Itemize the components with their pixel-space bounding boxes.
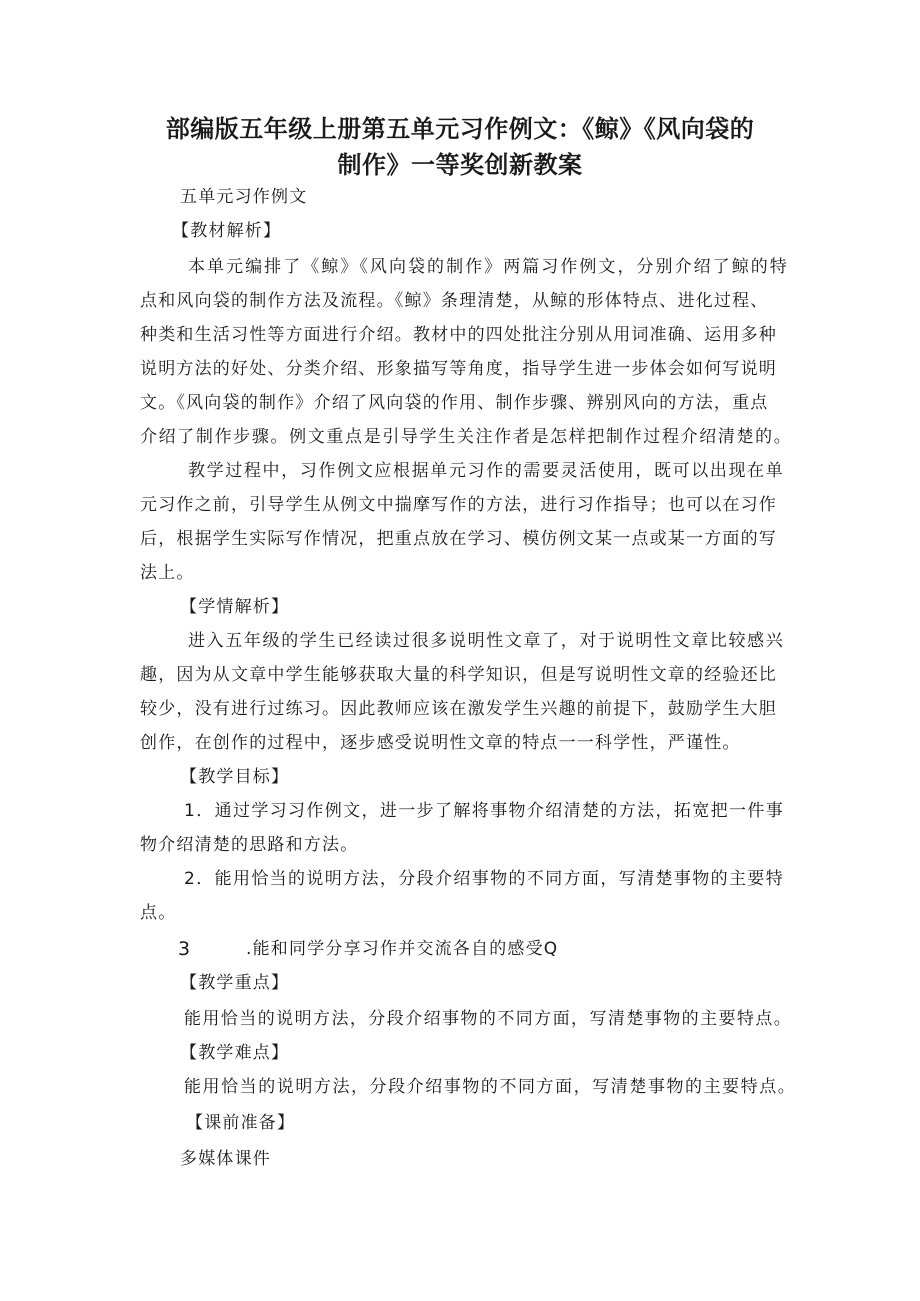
student-heading: 【学情解析】 [180, 597, 290, 617]
materials-p1-line-6: 介绍了制作步骤。例文重点是引导学生关注作者是怎样把制作过程介绍清楚的。 [140, 427, 792, 447]
difficulty-text: 能用恰当的说明方法，分段介绍事物的不同方面，写清楚事物的主要特点。 [184, 1077, 796, 1097]
goal-3-number: 3 [178, 938, 192, 960]
materials-p2-line-3: 后，根据学生实际写作情况，把重点放在学习、模仿例文某一点或某一方面的写 [140, 529, 777, 549]
materials-p2-line-2: 元习作之前，引导学生从例文中揣摩写作的方法，进行习作指导；也可以在习作 [140, 495, 777, 515]
goal-2-line-2: 点。 [140, 903, 177, 923]
goal-3-text: .能和同学分享习作并交流各自的感受Q [246, 939, 559, 959]
student-line-3: 较少，没有进行过练习。因此教师应该在激发学生兴趣的前提下，鼓励学生大胆 [140, 699, 777, 719]
materials-p2-line-1: 教学过程中，习作例文应根据单元习作的需要灵活使用，既可以出现在单 [188, 461, 784, 481]
goals-heading: 【教学目标】 [180, 767, 290, 787]
subtitle: 五单元习作例文 [180, 187, 308, 207]
materials-p1-line-1: 本单元编排了《鲸》《风向袋的制作》两篇习作例文，分别介绍了鲸的特 [188, 257, 788, 277]
materials-p1-line-5: 文。《风向袋的制作》介绍了风向袋的作用、制作步骤、辨别风向的方法，重点 [140, 393, 769, 413]
materials-p1-line-3: 种类和生活习性等方面进行介绍。教材中的四处批注分别从用词准确、运用多种 [140, 325, 777, 345]
focus-text: 能用恰当的说明方法，分段介绍事物的不同方面，写清楚事物的主要特点。 [184, 1009, 792, 1029]
goal-1-line-2: 物介绍清楚的思路和方法。 [140, 835, 359, 855]
difficulty-heading: 【教学难点】 [180, 1043, 290, 1063]
goal-2-line-1: 2．能用恰当的说明方法，分段介绍事物的不同方面，写清楚事物的主要特 [184, 869, 784, 889]
document-title-line-1: 部编版五年级上册第五单元习作例文：《鲸》《风向袋的 [165, 115, 755, 143]
materials-p2-line-4: 法上。 [140, 563, 195, 583]
materials-heading: 【教材解析】 [172, 221, 282, 241]
goal-1-line-1: 1．通过学习习作例文，进一步了解将事物介绍清楚的方法，拓宽把一件事 [184, 801, 784, 821]
materials-p1-line-4: 说明方法的好处、分类介绍、形象描写等角度，指导学生进一步体会如何写说明 [140, 359, 777, 379]
student-line-2: 趣，因为从文章中学生能够获取大量的科学知识，但是写说明性文章的经验还比 [140, 665, 777, 685]
prep-text: 多媒体课件 [180, 1149, 271, 1169]
materials-p1-line-2: 点和风向袋的制作方法及流程。《鲸》条理清楚，从鲸的形体特点、进化过程、 [140, 291, 769, 311]
student-line-1: 进入五年级的学生已经读过很多说明性文章了，对于说明性文章比较感兴 [188, 631, 784, 651]
document-title-line-2: 制作》一等奖创新教案 [337, 151, 583, 179]
focus-heading: 【教学重点】 [180, 973, 290, 993]
prep-heading: 【课前准备】 [186, 1113, 296, 1133]
student-line-4: 创作，在创作的过程中，逐步感受说明性文章的特点一一科学性，严谨性。 [140, 733, 741, 753]
